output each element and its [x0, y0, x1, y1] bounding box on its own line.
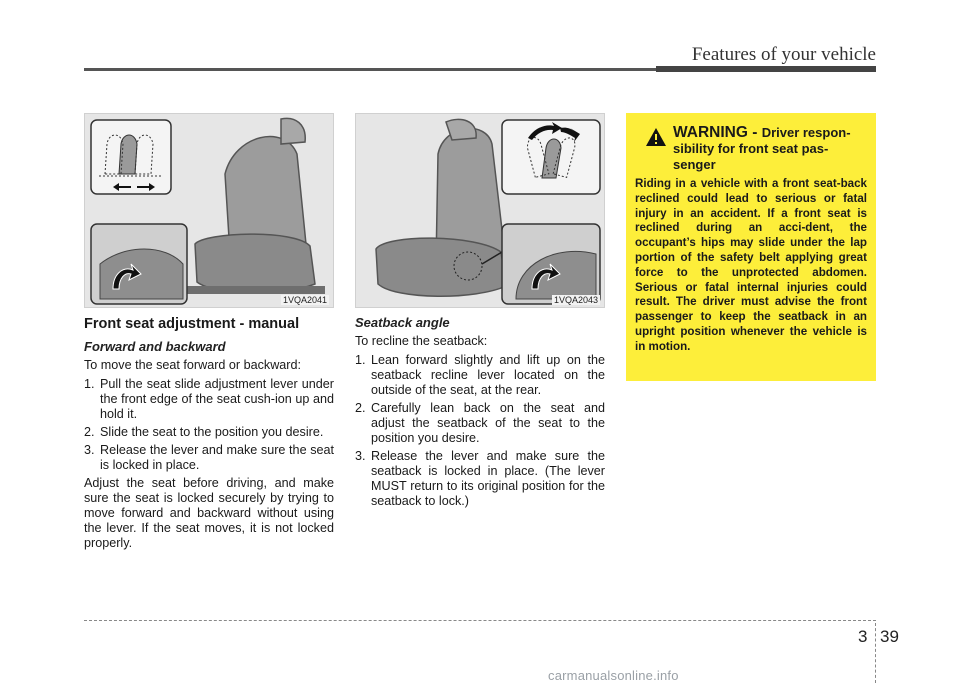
warning-label: WARNING -	[673, 124, 762, 141]
seat-recline-diagram-icon	[502, 120, 600, 194]
footer-rule	[84, 620, 876, 621]
left-column	[84, 315, 334, 555]
warning-box	[626, 113, 876, 381]
seat-slide-diagram-icon	[91, 120, 171, 194]
section-heading: Front seat adjustment - manual	[84, 316, 300, 332]
page-header-title: Features of your vehicle	[691, 44, 876, 65]
seat-slide-figure	[84, 113, 334, 308]
list-item: 1. Pull the seat slide adjustment lever under the front edge of the seat cush-ion up and hold it.	[84, 377, 334, 421]
page-number: 39	[880, 627, 899, 646]
seatback-recline-illustration	[356, 114, 605, 308]
list-item: 2. Carefully lean back on the seat and adjust the seatback of the seat to the position you desire.	[355, 401, 605, 445]
list-item: 3. Release the lever and make sure the seat is locked in place.	[84, 443, 334, 472]
note-text: Adjust the seat before driving, and make sure the seat is locked securely by trying to move forward and backward without using the lever. If the seat moves, it is not locked properly.	[84, 476, 334, 550]
subheading-forward-backward: Forward and backward	[84, 339, 226, 354]
list-item: 2. Slide the seat to the position you desire.	[84, 425, 324, 439]
figure-code: 1VQA2043	[553, 295, 598, 305]
section-number: 3	[858, 627, 868, 646]
subheading-seatback-angle: Seatback angle	[355, 315, 450, 330]
seatback-angle-figure	[355, 113, 605, 308]
warning-title-text: Driver respon-sibility for front seat pas-senger	[673, 125, 851, 172]
warning-header	[635, 125, 867, 173]
page-number-separator	[875, 623, 877, 683]
warning-triangle-icon	[645, 127, 667, 147]
steps-list	[84, 377, 334, 473]
intro-text: To recline the seatback:	[355, 334, 488, 348]
seat-slide-illustration	[85, 114, 334, 308]
list-item: 3. Release the lever and make sure the seatback is locked in place. (The lever MUST return to its original position for the seatback to lock.)	[355, 449, 605, 508]
steps-list	[355, 353, 605, 509]
figure-code: 1VQA2041	[282, 295, 327, 305]
header-rule-accent	[656, 66, 876, 72]
intro-text: To move the seat forward or backward:	[84, 358, 301, 372]
headrest-shape	[446, 119, 476, 140]
warning-body: Riding in a vehicle with a front seat-back reclined could lead to serious or fatal injury in an accident. If a front seat is reclined during an acci-dent, the occupant’s hips may slide under the lap portion of the safety belt applying great force to the unprotected abdomen. Serious or fatal internal injuries could result. The driver must advise the front passenger to keep the seatback in an upright position whenever the vehicle is in motion.	[635, 177, 867, 353]
warning-title	[673, 125, 867, 173]
mid-column	[355, 315, 605, 512]
watermark-link[interactable]: carmanualsonline.info	[548, 668, 679, 683]
headrest-shape	[281, 118, 305, 144]
list-item: 1. Lean forward slightly and lift up on the seatback recline lever located on the outside of the seat, at the rear.	[355, 353, 605, 397]
